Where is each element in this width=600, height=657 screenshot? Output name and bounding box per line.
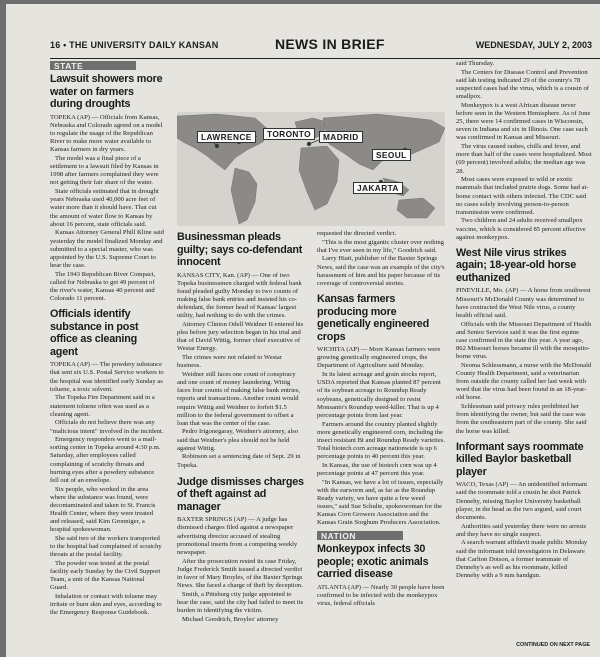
column-3	[317, 230, 446, 609]
story-businessman-body	[177, 272, 304, 470]
story-baylor-body	[456, 481, 592, 580]
paragraph: Smith, a Pittsburg city judge appointed to hear the case, said the city had failed to meet its burden in identifying the victim.	[177, 590, 304, 614]
map-label-madrid: MADRID	[319, 131, 363, 143]
story-judge-continued	[317, 230, 446, 288]
section-label-state: STATE	[50, 61, 136, 70]
paragraph: Two children and 24 adults received smallpox vaccine, which is considered 85 percent effective against monkeypox.	[456, 217, 586, 241]
paragraph: Attorney Clinton Odell Weidner II entered his plea before jury selection began in his trial and that of David Wittig, former chief executive of Westar Energy.	[177, 320, 304, 353]
paragraph: WACO, Texas (AP) — An unidentified informant said the roommate told a cousin he shot Patrick Dennehy, missing Baylor University basketball player, in the head as the two argued, said court documents.	[456, 481, 588, 521]
paragraph: A search warrant affidavit made public Monday said the informant told investigators in Delaware that Carlton Dotson, a former teammate of Dennehy's as well as his roommate, killed Dennehy with a 9 mm handgun.	[456, 539, 588, 579]
paragraph: State officials estimated that in drought years Nebraska used 40,000 acre feet of water more than it should have. That cut the amount of water flow to Kansas by about 16 percent, state officials said.	[50, 188, 159, 228]
story-post-office-body	[50, 361, 164, 617]
paragraph: Monkeypox is a west African disease never before seen in the Western Hemisphere. As of June 25, there were 14 confirmed cases in Wisconsin, seven in Indiana and six in Illinois. One case each was confirmed in Kansas and Missouri.	[456, 101, 591, 142]
paragraph: The crimes were not related to Westar business.	[177, 354, 283, 370]
paragraph: Officials do not believe there was any "malicious intent" involved in the incident.	[50, 419, 164, 435]
paragraph: "This is the most gigantic cluster over nothing that I've ever seen in my life," Goodrich said.	[317, 238, 444, 254]
continued-on-next-page: CONTINUED ON NEXT PAGE	[516, 642, 590, 648]
paragraph: KANSAS CITY, Kan. (AP) — One of two Topeka businessmen charged with federal bank fraud pleaded guilty Monday to two counts of making false bank entries and insisted his co-defendant, the former head of Kansas' largest utility, had nothing to do with the crimes.	[177, 271, 302, 320]
paragraph: Robinson set a sentencing date of Sept. 29 in Topeka.	[177, 453, 301, 469]
story-lawsuit-body	[50, 114, 164, 304]
page-number-masthead: 16 • THE UNIVERSITY DAILY KANSAN	[50, 40, 219, 50]
paragraph: WICHITA (AP) — More Kansas farmers were growing genetically engineered crops, the Department of Agriculture said Monday.	[317, 346, 441, 370]
story-monkeypox-body	[317, 584, 446, 608]
paragraph: The powder was tested at the postal facility early Sunday by the Civil Support Team, a unit of the Kansas National Guard.	[50, 560, 161, 592]
map-label-lawrence: LAWRENCE	[197, 131, 256, 143]
paragraph: The Centers for Disease Control and Prevention said lab testing indicated 29 of the country's 78 suspected cases had the virus, which is a cousin of smallpox.	[456, 68, 589, 101]
map-label-toronto: TORONTO	[263, 128, 315, 140]
paragraph: Inhalation or contact with toluene may irritate or burn skin and eyes, according to the Emergency Response Guidebook.	[50, 593, 162, 617]
paragraph: "In Kansas, we have a lot of issues, especially with the earworm and, as far as the Roundup Ready variety, we have quite a few weed issues," said Sue Schulte, spokeswoman for the Kansas Corn Growers Association and the Kansas Grain Sorghum Producers Association.	[317, 478, 444, 527]
headline-gm-crops: Kansas farmers producing more genetically engineered crops	[317, 293, 430, 343]
story-west-nile-body	[456, 287, 592, 435]
paragraph: Six people, who worked in the area where the substance was found, were decontaminated and taken to St. Francis Health Center, where they were treated and released, said Kim Gronniger, a hospital spokeswoman.	[50, 485, 156, 534]
paragraph: The 1943 Republican River Compact, called for Nebraska to get 49 percent of the river's water, Kansas 40 percent and Colorado 11 percent.	[50, 270, 156, 303]
issue-date: WEDNESDAY, JULY 2, 2003	[475, 40, 592, 50]
headline-businessman: Businessman pleads guilty; says co-defendant innocent	[177, 231, 303, 268]
paragraph: Kansas Attorney General Phill Kline said yesterday the model finalized Monday and submitted to a special master, who was appointed by the U.S. Supreme Court to hear the case.	[50, 229, 164, 269]
map-label-jakarta: JAKARTA	[353, 182, 403, 194]
paragraph: The model was a final piece of a settlement to a lawsuit filed by Kansas in 1998 after farmers complained they were not getting their fair share of the water.	[50, 154, 159, 187]
page-header	[50, 36, 600, 59]
map-label-seoul: SEOUL	[372, 149, 411, 161]
paragraph: Farmers around the country planted slightly more genetically engineered corn, including the insect resistant Bt and Roundup Ready varieties. Total biotech corn acreage nationwide is up 6 percentage points to 40 percent this year.	[317, 420, 446, 461]
paragraph: Authorities said yesterday there were no arrests and they have no single suspect.	[456, 522, 587, 538]
paragraph: Neoma Schlessmann, a nurse with the McDonald County Health Department, said a veterinarian from outside the county called her last week with word that the virus had been found in an 18-year-old horse.	[456, 361, 592, 402]
newspaper-page	[6, 4, 600, 657]
world-map-graphic	[177, 112, 445, 226]
paragraph: Weidner still faces one count of conspiracy and one count of money laundering. Wittig faces four counts of making false bank entries, reports and transactions. Another count would require Wittig and Weidner to forfeit $1.5 million to the federal government to offset a loan that was the center of the case.	[177, 370, 301, 427]
paragraph: said Thursday.	[456, 60, 495, 67]
headline-west-nile: West Nile virus strikes again; 18-year-old horse euthanized	[456, 246, 577, 284]
column-2	[177, 230, 304, 624]
paragraph: Pedro Irigonegaray, Weidner's attorney, also said that Weidner's plea should not be held against Wittig.	[177, 428, 299, 452]
section-label-nation: NATION	[317, 531, 403, 540]
paragraph: The Topeka Fire Department said in a statement toluene often was used as a cleaning agent.	[50, 394, 155, 418]
paragraph: The virus caused rashes, chills and fever, and more than half of the cases were hospitalized. Most (69 percent) involved adults; the median age was 28.	[456, 143, 592, 175]
paragraph: ATLANTA (AP) — Nearly 30 people have been confirmed to be infected with the monkeypox virus, federal officials	[317, 583, 445, 607]
paragraph: She said two of the workers transported to the hospital had complained of scratchy throats at the postal facility.	[50, 535, 162, 559]
headline-lawsuit: Lawsuit showers more water on farmers during droughts	[50, 73, 163, 111]
story-judge-body	[177, 516, 304, 624]
headline-judge: Judge dismisses charges of theft against ad manager	[177, 475, 304, 513]
story-monkeypox-continued	[456, 60, 592, 242]
paragraph: PINEVILLE, Mo. (AP) — A horse from southwest Missouri's McDonald County was determined to have contracted the West Nile virus, a county health official said.	[456, 287, 591, 319]
section-title: NEWS IN BRIEF	[275, 36, 385, 52]
headline-post-office: Officials identify substance in post office as cleaning agent	[50, 308, 139, 358]
paragraph: requested the directed verdict.	[317, 230, 397, 237]
headline-monkeypox: Monkeypox infects 30 people; exotic animals carried disease	[317, 543, 429, 581]
column-1	[50, 60, 164, 618]
paragraph: Michael Goodrich, Broyles' attorney	[182, 615, 279, 623]
paragraph: BAXTER SPRINGS (AP) — A judge has dismissed charges filed against a newspaper advertising director accused of stealing promotional inserts from a competing weekly newspaper.	[177, 516, 298, 556]
headline-baylor: Informant says roommate killed Baylor basketball player	[456, 440, 584, 478]
paragraph: After the prosecution rested its case Friday, Judge Frederick Smith issued a directed verdict in favor of Mary Broyles, of the Baxter Springs News. She faced a charge of theft by deception.	[177, 557, 303, 589]
paragraph: Larry Hiatt, publisher of the Baxter Springs News, said the case was an example of the city's harassment of him and his paper because of its coverage of controversial stories.	[317, 255, 445, 287]
paragraph: TOPEKA (AP) — Officials from Kansas, Nebraska and Colorado agreed on a model to regulate the usage of the Republican River to make more water available to Kansas farmers in dry years.	[50, 113, 163, 154]
paragraph: Most cases were exposed to wild or exotic mammals that included prairie dogs. Some had at-home contact with others infected. The CDC said no cases solely involving person-to-person transmission were confirmed.	[456, 176, 589, 216]
paragraph: In its latest acreage and grain stocks report, USDA reported that Kansas planted 87 percent of its soybean acreage to Roundup Ready soybeans, genetically designed to resist Monsanto's Roundup weed-killer. That is up 4 percentage points from last year.	[317, 371, 441, 419]
paragraph: Officials with the Missouri Department of Health and Senior Services said it was the first equine case confirmed in the state this year. A year ago, 862 Missouri horses became ill with the mosquito-borne virus.	[456, 320, 592, 361]
column-4	[456, 60, 592, 581]
paragraph: TOPEKA (AP) — The powdery substance that sent six U.S. Postal Service workers to the hospital was identified early Sunday as toluene, a toxic solvent.	[50, 361, 164, 393]
paragraph: Emergency responders went to a mail-sorting center in Topeka around 4:30 p.m. Saturday, after employees called complaining of scratchy throats and burning eyes after a powdery substance fell out of an envelope.	[50, 436, 161, 484]
paragraph: In Kansas, the use of biotech corn was up 4 percentage points at 47 percent this year.	[317, 461, 437, 477]
paragraph: Schlessman said privacy rules prohibited her from identifying the owner, but said the case was from the southeastern part of the county. She said the horse was killed.	[456, 403, 587, 435]
story-gm-crops-body	[317, 346, 446, 527]
